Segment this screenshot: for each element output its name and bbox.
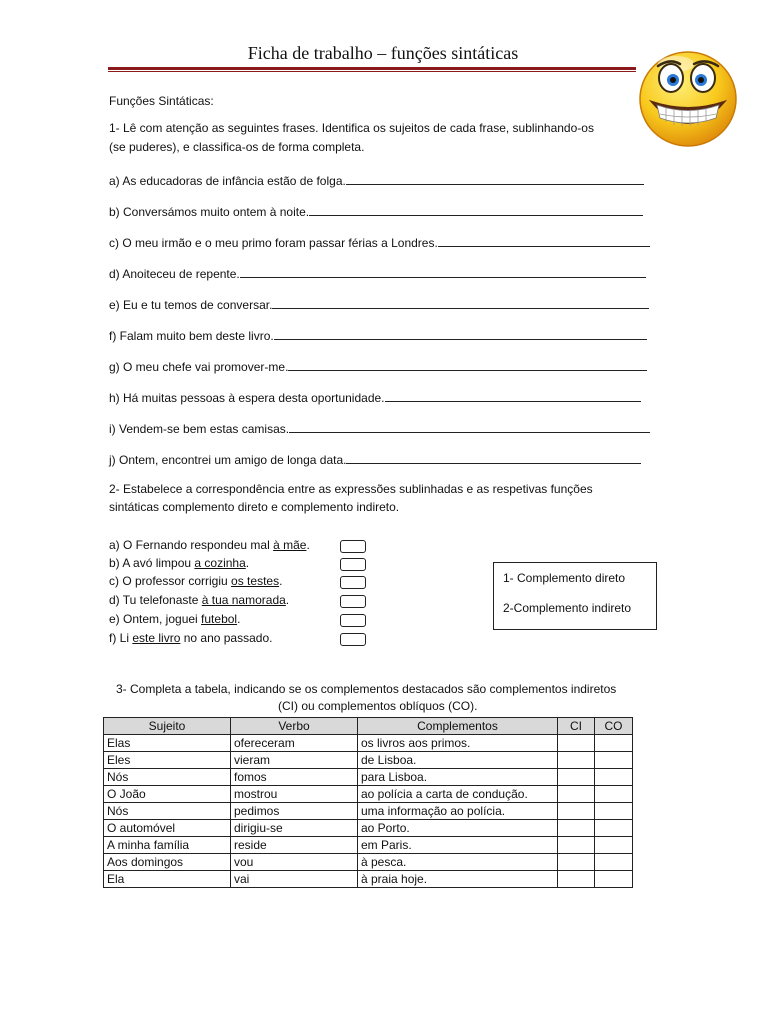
table-cell: ao polícia a carta de condução. [358,786,558,803]
answer-box[interactable] [340,595,366,608]
underlined-expression: à mãe [273,538,307,552]
match-item [109,630,272,646]
table-cell: mostrou [231,786,358,803]
answer-line[interactable] [438,234,650,247]
table-cell: reside [231,837,358,854]
match-text: f) Li [109,631,133,645]
title-rule-thin [108,71,636,72]
sentence-item [109,327,647,344]
complements-table [103,717,633,888]
match-text-end: . [245,556,250,570]
match-text: e) Ontem, joguei [109,612,202,626]
answer-line[interactable] [346,172,644,185]
match-text-end: . [237,612,241,626]
match-item [109,537,310,553]
sentence-text: i) Vendem-se bem estas camisas. [109,422,290,436]
answer-box[interactable] [340,540,366,553]
legend-item: 2-Complemento indireto [503,601,632,615]
ex2-instructions-line2: sintáticas complemento direto e complemento indireto. [109,500,400,514]
answer-cell[interactable] [558,820,595,837]
legend-item: 1- Complemento direto [503,571,626,585]
table-cell: uma informação ao polícia. [358,803,558,820]
table-cell: A minha família [104,837,231,854]
table-cell: à pesca. [358,854,558,871]
table-cell: à praia hoje. [358,871,558,888]
sentence-item [109,451,641,468]
underlined-expression: os testes [231,574,280,588]
smiley-face-icon [636,48,740,150]
sentence-text: f) Falam muito bem deste livro. [109,329,274,343]
sentence-item [109,203,643,220]
title-rule-thick [108,67,636,70]
sentence-item [109,358,647,375]
answer-cell[interactable] [595,871,633,888]
answer-cell[interactable] [595,820,633,837]
answer-line[interactable] [385,389,641,402]
sentence-item [109,172,644,189]
answer-cell[interactable] [558,854,595,871]
column-header: Complementos [358,718,558,735]
answer-box[interactable] [340,633,366,646]
match-text: b) A avó limpou [109,556,195,570]
ex1-instructions-line2: (se puderes), e classifica-os de forma completa. [109,140,365,154]
match-item [109,592,289,608]
sentence-item [109,265,646,282]
match-text-end: no ano passado. [180,631,273,645]
answer-cell[interactable] [595,735,633,752]
table-cell: vieram [231,752,358,769]
table-row [104,837,633,854]
sentence-item [109,296,649,313]
table-cell: Elas [104,735,231,752]
sentence-text: c) O meu irmão e o meu primo foram passar férias a Londres. [109,236,438,250]
answer-line[interactable] [272,296,649,309]
table-cell: em Paris. [358,837,558,854]
answer-cell[interactable] [595,769,633,786]
column-header: Sujeito [104,718,231,735]
underlined-expression: à tua namorada [201,593,286,607]
table-cell: Ela [104,871,231,888]
sentence-text: e) Eu e tu temos de conversar. [109,298,273,312]
answer-line[interactable] [274,327,647,340]
table-cell: O João [104,786,231,803]
ex2-instructions-line1: 2- Estabelece a correspondência entre as expressões sublinhadas e as respetivas funções [109,482,593,496]
table-cell: de Lisboa. [358,752,558,769]
answer-line[interactable] [240,265,646,278]
answer-cell[interactable] [595,837,633,854]
answer-cell[interactable] [595,786,633,803]
answer-line[interactable] [309,203,643,216]
answer-box[interactable] [340,558,366,571]
answer-cell[interactable] [558,735,595,752]
section-label: Funções Sintáticas: [109,94,214,108]
sentence-item [109,234,650,251]
answer-cell[interactable] [595,854,633,871]
match-text-end: . [279,574,283,588]
table-cell: vai [231,871,358,888]
table-cell: fomos [231,769,358,786]
sentence-text: b) Conversámos muito ontem à noite. [109,205,310,219]
table-cell: Eles [104,752,231,769]
table-cell: O automóvel [104,820,231,837]
ex3-instructions-line2: (CI) ou complementos oblíquos (CO). [278,699,478,713]
function-legend [493,562,657,630]
table-cell: Nós [104,803,231,820]
column-header: CO [595,718,633,735]
column-header: CI [558,718,595,735]
table-cell: ofereceram [231,735,358,752]
answer-cell[interactable] [558,752,595,769]
match-text: d) Tu telefonaste [109,593,202,607]
answer-cell[interactable] [558,871,595,888]
answer-box[interactable] [340,614,366,627]
table-cell: dirigiu-se [231,820,358,837]
sentence-text: h) Há muitas pessoas à espera desta oportunidade. [109,391,385,405]
table-cell: os livros aos primos. [358,735,558,752]
underlined-expression: futebol [201,612,238,626]
ex1-instructions-line1: 1- Lê com atenção as seguintes frases. Identifica os sujeitos de cada frase, sublinhando-os [109,121,594,135]
match-item [109,573,282,589]
match-text-end: . [306,538,310,552]
table-row [104,752,633,769]
answer-line[interactable] [289,420,650,433]
answer-cell[interactable] [558,837,595,854]
table-cell: Nós [104,769,231,786]
table-cell: vou [231,854,358,871]
table-row [104,820,633,837]
sentence-item [109,389,641,406]
sentence-text: a) As educadoras de infância estão de folga. [109,174,346,188]
table-row [104,769,633,786]
table-cell: para Lisboa. [358,769,558,786]
column-header: Verbo [231,718,358,735]
match-text: c) O professor corrigiu [109,574,232,588]
page-title: Ficha de trabalho – funções sintáticas [247,43,519,63]
answer-cell[interactable] [558,803,595,820]
match-item [109,555,249,571]
ex3-instructions-line1: 3- Completa a tabela, indicando se os complementos destacados são complementos indiretos [116,682,617,696]
table-cell: Aos domingos [104,854,231,871]
underlined-expression: a cozinha [194,556,246,570]
answer-box[interactable] [340,576,366,589]
match-text: a) O Fernando respondeu mal [109,538,274,552]
match-text-end: . [285,593,290,607]
answer-cell[interactable] [595,803,633,820]
table-row [104,786,633,803]
underlined-expression: este livro [132,631,181,645]
sentence-text: j) Ontem, encontrei um amigo de longa data. [109,453,347,467]
answer-cell[interactable] [558,786,595,803]
answer-cell[interactable] [558,769,595,786]
answer-cell[interactable] [595,752,633,769]
table-row [104,871,633,888]
answer-line[interactable] [288,358,647,371]
answer-line[interactable] [346,451,641,464]
table-cell: ao Porto. [358,820,558,837]
table-cell: pedimos [231,803,358,820]
sentence-text: g) O meu chefe vai promover-me. [109,360,289,374]
table-row [104,854,633,871]
table-row [104,735,633,752]
table-row [104,803,633,820]
table-header-row [104,718,633,735]
sentence-text: d) Anoiteceu de repente. [109,267,240,281]
match-item [109,611,240,627]
sentence-item [109,420,650,437]
